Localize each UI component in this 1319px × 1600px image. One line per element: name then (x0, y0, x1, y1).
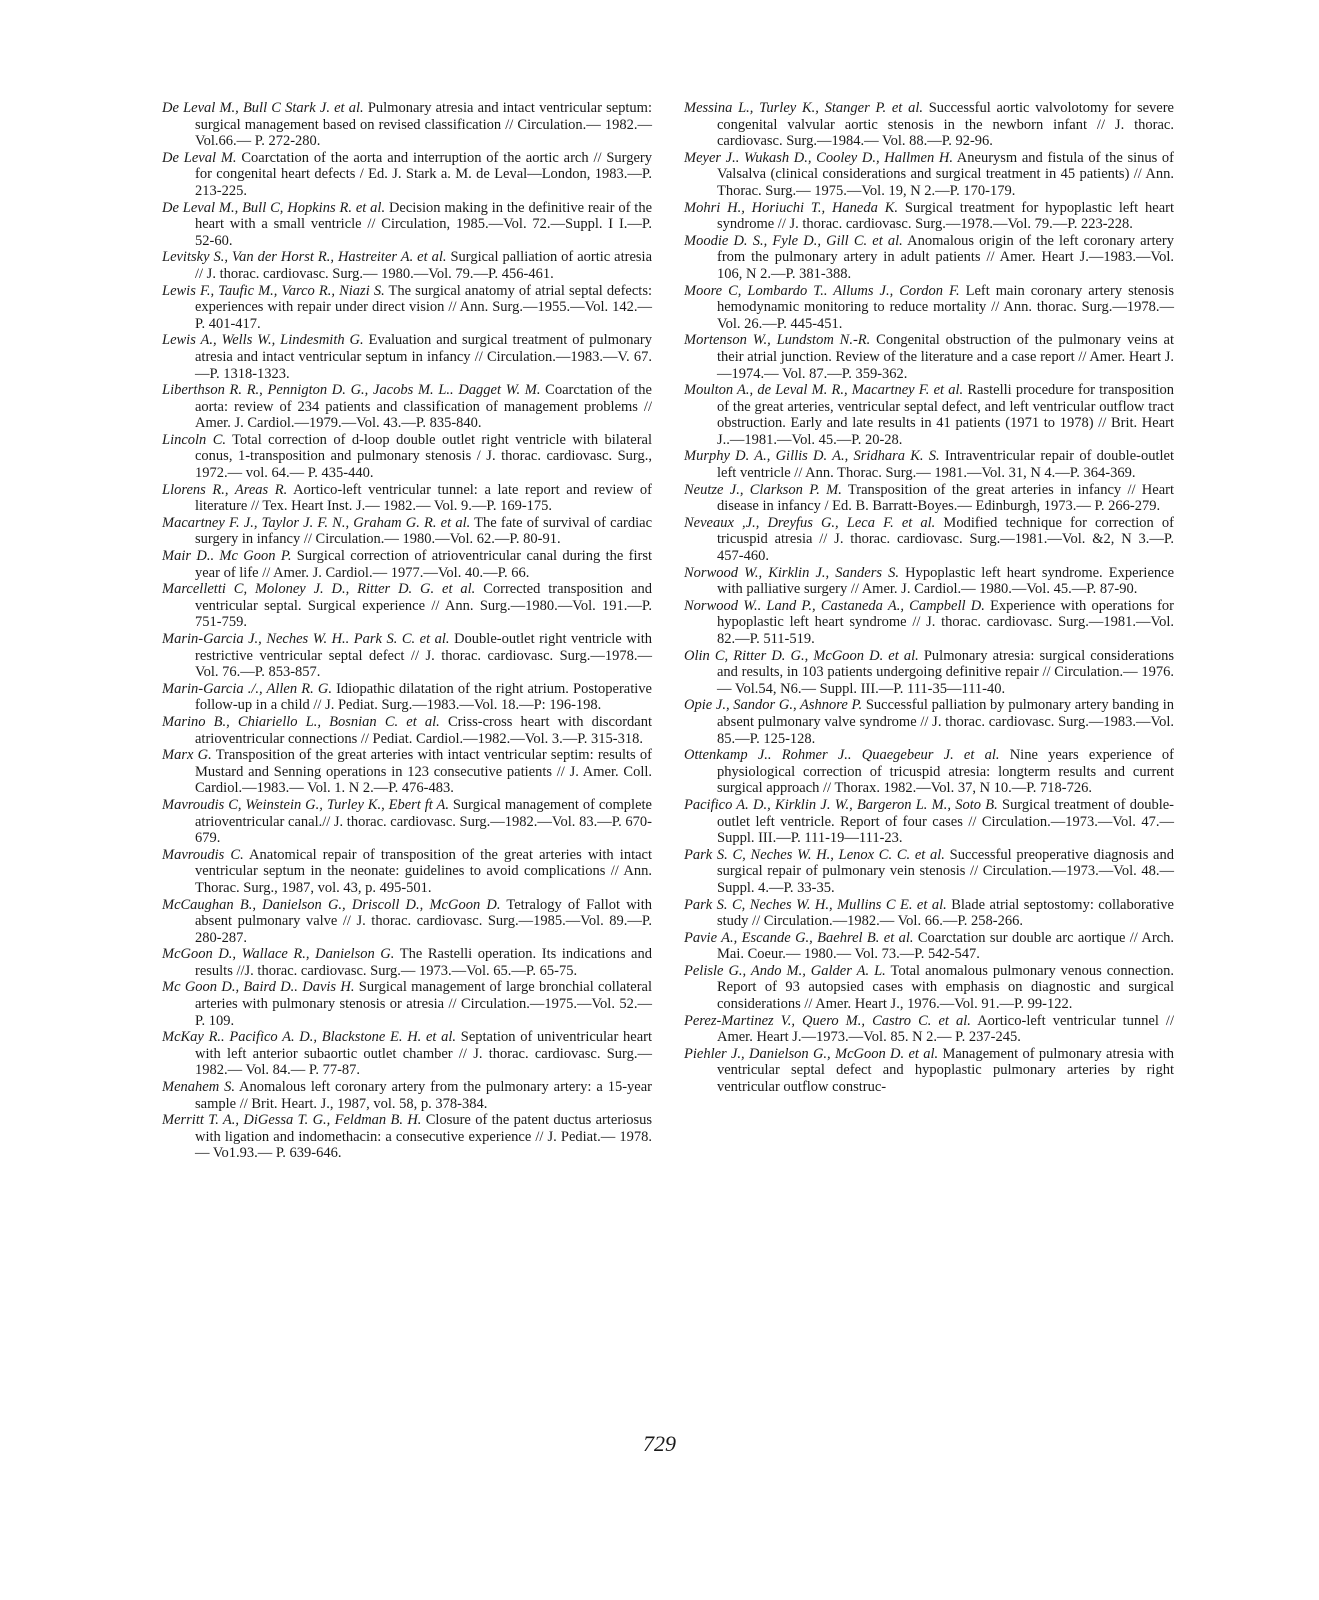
reference-entry (684, 150, 1174, 200)
reference-authors: Mair D.. Mc Goon P. (162, 548, 292, 565)
reference-authors: De Leval M. (162, 149, 237, 166)
reference-text: Surgical palliation of aortic atresia // J. thorac. cardiovasc. Surg.— 1980.—Vol. 79.—P. 456-461. (195, 249, 653, 282)
reference-column-right (684, 100, 1174, 1096)
reference-text: Surgical management of complete atrioventricular canal.// J. thorac. cardiovasc. Surg.—1982.—Vol. 83.—P. 670-679. (195, 796, 652, 847)
reference-entry (162, 515, 652, 548)
reference-authors: Lewis A., Wells W., Lindesmith G. (162, 332, 364, 349)
reference-authors: Meyer J.. Wukash D., Cooley D., Hallmen H. (684, 149, 953, 166)
reference-authors: Messina L., Turley K., Stanger P. et al. (684, 100, 923, 116)
reference-authors: Murphy D. A., Gillis D. A., Sridhara K. S. (684, 448, 940, 465)
reference-entry (684, 847, 1174, 897)
reference-text: Anomalous left coronary artery from the pulmonary artery: a 15-year sample // Brit. Heart. J., 1987, vol. 58, p. 378-384. (195, 1079, 652, 1112)
reference-text: Hypoplastic left heart syndrome. Experience with palliative surgery // Amer. J. Cardiol.— 1980.—Vol. 45.—P. 87-90. (717, 564, 1174, 598)
reference-entry (684, 930, 1174, 963)
reference-authors: McCaughan B., Danielson G., Driscoll D., McGoon D. (162, 896, 501, 913)
reference-text: Pulmonary atresia: surgical considerations and results, in 103 patients undergoing definitive repair // Circulation.— 1976.— Vol.54, N6.— Suppl. III.—P. 111-35—111-40. (717, 647, 1174, 697)
reference-text: The Rastelli operation. Its indications and results //J. thorac. cardiovasc. Surg.— 1973.—Vol. 65.—P. 65-75. (195, 946, 652, 979)
reference-authors: Norwood W.. Land P., Castaneda A., Campbell D. (684, 597, 985, 614)
reference-text: Successful palliation by pulmonary artery banding in absent pulmonary valve syndrome // J. thorac. cardiovasc. Surg.—1983.—Vol. 85.—P. 125-128. (717, 697, 1174, 747)
reference-entry (684, 565, 1174, 598)
reference-authors: Marino B., Chiariello L., Bosnian C. et al. (162, 713, 440, 730)
reference-entry (162, 1029, 652, 1079)
reference-entry (684, 332, 1174, 382)
reference-entry (684, 963, 1174, 1013)
reference-entry (162, 979, 652, 1029)
reference-text: Corrected transposition and ventricular septal. Surgical experience // Ann. Surg.—1980.—Vol. 191.—P. 751-759. (195, 581, 653, 631)
reference-entry (684, 283, 1174, 333)
reference-text: Successful preoperative diagnosis and surgical repair of pulmonary vein stenosis // Circulation.—1973.—Vol. 48.—Suppl. 4.—P. 33-35. (717, 846, 1174, 896)
reference-entry (162, 1112, 652, 1162)
reference-entry (684, 797, 1174, 847)
reference-authors: Neveaux ,J., Dreyfus G., Leca F. et al. (684, 514, 936, 531)
reference-authors: Mohri H., Horiuchi T., Haneda K. (684, 199, 899, 216)
reference-entry (162, 714, 652, 747)
reference-authors: Perez-Martinez V., Quero M., Castro C. et al. (684, 1012, 971, 1029)
reference-text: Management of pulmonary atresia with ventricular septal defect and hypoplastic pulmonary arteries by right ventricular outflow construc- (717, 1045, 1174, 1096)
reference-authors: Mortenson W., Lundstom N.-R. (684, 332, 871, 349)
reference-authors: Moodie D. S., Fyle D., Gill C. et al. (684, 232, 903, 249)
reference-entry (684, 515, 1174, 565)
reference-authors: Pelisle G., Ando M., Galder A. L. (684, 962, 886, 979)
reference-authors: Menahem S. (162, 1079, 235, 1096)
reference-authors: Pavie A., Escande G., Baehrel B. et al. (684, 929, 914, 946)
reference-entry (684, 382, 1174, 448)
reference-authors: De Leval M., Bull C Stark J. et al. (162, 100, 364, 116)
reference-authors: Marx G. (162, 747, 212, 764)
reference-entry (162, 150, 652, 200)
reference-entry (162, 200, 652, 250)
reference-entry (162, 847, 652, 897)
reference-authors: Park S. C, Neches W. H., Mullins C E. et al. (684, 896, 947, 913)
reference-authors: Macartney F. J., Taylor J. F. N., Graham G. R. et al. (162, 514, 471, 531)
reference-text: Anomalous origin of the left coronary artery from the pulmonary artery in adult patients // Amer. Heart J.—1983.—Vol. 106, N 2.—P. 381-388. (717, 232, 1174, 282)
reference-text: Aortico-left ventricular tunnel // Amer. Heart J.—1973.—Vol. 85. N 2.— P. 237-245. (717, 1012, 1174, 1046)
reference-authors: De Leval M., Bull C, Hopkins R. et al. (162, 199, 386, 216)
reference-entry (684, 697, 1174, 747)
reference-authors: Marin-Garcia ./., Allen R. G. (162, 680, 332, 697)
reference-entry (684, 482, 1174, 515)
reference-authors: Ottenkamp J.. Rohmer J.. Quaegebeur J. et al. (684, 747, 1000, 764)
reference-text: Closure of the patent ductus arteriosus with ligation and indomethacin: a consecutive experience // J. Pediat.— 1978.— Vo1.93.— P. 639-646. (195, 1112, 652, 1162)
reference-text: Intraventricular repair of double-outlet left ventricle // Ann. Thorac. Surg.— 1981.—Vol. 31, N 4.—P. 364-369. (717, 448, 1174, 482)
reference-authors: Lincoln C. (162, 431, 227, 448)
reference-text: Surgical treatment of double-outlet left ventricle. Report of four cases // Circulation.—1973.—Vol. 47.—Suppl. III.—P. 111-19—111-23. (717, 796, 1174, 847)
reference-text: Evaluation and surgical treatment of pulmonary atresia and intact ventricular septum in infancy // Circulation.—1983.—V. 67.—P. 1318-1323. (195, 332, 652, 382)
reference-text: Transposition of the great arteries in infancy // Heart disease in infancy / Ed. B. Barratt-Boyes.— Edinburgh, 1973.— P. 266-279. (717, 481, 1174, 515)
reference-authors: Norwood W., Kirklin J., Sanders S. (684, 564, 899, 581)
reference-text: The fate of survival of cardiac surgery in infancy // Circulation.— 1980.—Vol. 62.—P. 80-91. (195, 514, 653, 548)
reference-text: Criss-cross heart with discordant atrioventricular connections // Pediat. Cardiol.—1982.—Vol. 3.—P. 315-318. (195, 713, 652, 747)
reference-authors: Marin-Garcia J., Neches W. H.. Park S. C. et al. (162, 631, 450, 647)
reference-entry (162, 482, 652, 515)
reference-text: Decision making in the definitive reair of the heart with a small ventricle // Circulation, 1985.—Vol. 72.—Suppl. I I.—P. 52-60. (195, 199, 652, 249)
reference-authors: Mc Goon D., Baird D.. Davis H. (162, 979, 355, 996)
reference-entry (162, 681, 652, 714)
reference-text: Successful aortic valvolotomy for severe congenital valvular aortic stenosis in the newborn infant // J. thorac. cardiovasc. Surg.—1984.— Vol. 88.—P. 92-96. (717, 100, 1174, 150)
reference-entry (684, 100, 1174, 150)
reference-authors: Neutze J., Clarkson P. M. (684, 481, 842, 498)
reference-authors: Moulton A., de Leval M. R., Macartney F. et al. (684, 382, 964, 399)
reference-entry (684, 1046, 1174, 1096)
reference-authors: Piehler J., Danielson G., McGoon D. et al. (684, 1045, 939, 1062)
reference-text: Nine years experience of physiological correction of tricuspid atresia: longterm results and current surgical approach // Thorax. 1982.—Vol. 37, N 10.—P. 718-726. (717, 747, 1174, 797)
reference-text: Coarctation of the aorta and interruption of the aortic arch // Surgery for congenital heart defects / Ed. J. Stark a. M. de Leval—London, 1983.—P. 213-225. (195, 149, 652, 199)
reference-entry (162, 548, 652, 581)
reference-text: Rastelli procedure for transposition of the great arteries, ventricular septal defect, and left ventricular outflow tract obstruction. Early and late results in 41 patients (1971 to 1978) // Brit. Heart J..—1981.—Vol. 45.—P. 20-28. (717, 382, 1175, 448)
reference-text: Coarctation sur double arc aortique // Arch. Mai. Coeur.— 1980.— Vol. 73.—P. 542-547. (717, 929, 1174, 963)
reference-entry (162, 382, 652, 432)
reference-text: Total anomalous pulmonary venous connection. Report of 93 autopsied cases with emphasis on diagnostic and surgical considerations // Amer. Heart J., 1976.—Vol. 91.—P. 99-122. (717, 962, 1174, 1013)
reference-authors: McGoon D., Wallace R., Danielson G. (162, 946, 395, 963)
reference-text: Total correction of d-loop double outlet right ventricle with bilateral conus, 1-transposition and pulmonary stenosis / J. thorac. cardiovasc. Surg., 1972.— vol. 64.— P. 435-440. (195, 431, 652, 482)
reference-authors: Marcelletti C, Moloney J. D., Ritter D. G. et al. (162, 581, 476, 598)
reference-entry (684, 747, 1174, 797)
reference-text: Experience with operations for hypoplastic left heart syndrome // J. thorac. cardiovasc. Surg.—1981.—Vol. 82.—P. 511-519. (717, 597, 1174, 647)
reference-entry (684, 233, 1174, 283)
reference-entry (684, 200, 1174, 233)
reference-authors: Llorens R., Areas R. (162, 481, 288, 498)
reference-entry (162, 747, 652, 797)
reference-authors: Olin C, Ritter D. G., McGoon D. et al. (684, 647, 919, 664)
reference-authors: Levitsky S., Van der Horst R., Hastreiter A. et al. (162, 249, 447, 266)
reference-entry (162, 332, 652, 382)
reference-text: Anatomical repair of transposition of the great arteries with intact ventricular septum in the neonate: guidelines to avoid complications // Ann. Thorac. Surg., 1987, vol. 43, p. 495-501. (195, 846, 652, 896)
reference-text: Modified technique for correction of tricuspid atresia // J. thorac. cardiovasc. Surg.—1981.—Vol. &2, N 3.—P. 457-460. (717, 514, 1174, 565)
reference-authors: Liberthson R. R., Pennigton D. G., Jacobs M. L.. Dagget W. M. (162, 382, 541, 399)
reference-authors: McKay R.. Pacifico A. D., Blackstone E. H. et al. (162, 1029, 457, 1046)
reference-entry (162, 897, 652, 947)
reference-text: Septation of univentricular heart with left anterior subaortic outlet chamber // J. thorac. cardiovasc. Surg.— 1982.— Vol. 84.— P. 77-87. (195, 1029, 652, 1079)
reference-authors: Merritt T. A., DiGessa T. G., Feldman B. H. (162, 1112, 422, 1129)
reference-text: Congenital obstruction of the pulmonary veins at their atrial junction. Review of the literature and a case report // Amer. Heart J.—1974.— Vol. 87.—P. 359-362. (717, 332, 1174, 382)
reference-authors: Moore C, Lombardo T.. Allums J., Cordon F. (684, 282, 960, 299)
reference-text: Surgical treatment for hypoplastic left heart syndrome // J. thorac. cardiovasc. Surg.—1978.—Vol. 79.—P. 223-228. (717, 199, 1174, 233)
reference-authors: Lewis F., Taufic M., Varco R., Niazi S. (162, 282, 385, 299)
reference-text: Aortico-left ventricular tunnel: a late report and review of literature // Tex. Heart Inst. J.— 1982.— Vol. 9.—P. 169-175. (195, 481, 652, 515)
reference-entry (162, 249, 652, 282)
reference-authors: Mavroudis C. (162, 846, 244, 863)
reference-entry (162, 1079, 652, 1112)
reference-text: Transposition of the great arteries with intact ventricular septim: results of Mustard and Senning operations in 123 consecutive patients // J. Amer. Coll. Cardiol.—1983.— Vol. 1. N 2.—P. 476-483. (195, 747, 652, 797)
reference-column-left (162, 100, 652, 1162)
reference-text: The surgical anatomy of atrial septal defects: experiences with repair under direct vision // Ann. Surg.—1955.—Vol. 142.—P. 401-417. (195, 282, 652, 332)
reference-entry (162, 283, 652, 333)
reference-entry (684, 1013, 1174, 1046)
reference-text: Surgical management of large bronchial collateral arteries with pulmonary stenosis or atresia // Circulation.—1975.—Vol. 52.—P. 109. (195, 979, 652, 1029)
reference-entry (162, 631, 652, 681)
reference-authors: Pacifico A. D., Kirklin J. W., Bargeron L. M., Soto B. (684, 796, 998, 813)
reference-authors: Park S. C, Neches W. H., Lenox C. C. et al. (684, 846, 945, 863)
reference-text: Coarctation of the aorta: review of 234 patients and classification of management problems // Amer. J. Cardiol.—1979.—Vol. 43.—P. 835-840. (195, 382, 652, 432)
reference-text: Aneurysm and fistula of the sinus of Valsalva (clinical considerations and surgical treatment in 45 patients) // Ann. Thorac. Surg.— 1975.—Vol. 19, N 2.—P. 170-179. (717, 149, 1174, 199)
reference-text: Pulmonary atresia and intact ventricular septum: surgical management based on revised classification // Circulation.— 1982.— Vol.66.— P. 272-280. (195, 100, 652, 150)
reference-text: Double-outlet right ventricle with restrictive ventricular septal defect // J. thorac. cardiovasc. Surg.—1978.—Vol. 76.—P. 853-857. (195, 631, 653, 681)
page-number: 729 (643, 1431, 676, 1456)
reference-authors: Opie J., Sandor G., Ashnore P. (684, 697, 863, 714)
reference-authors: Mavroudis C, Weinstein G., Turley K., Ebert ft A. (162, 796, 449, 813)
reference-text: Tetralogy of Fallot with absent pulmonary valve // J. thorac. cardiovasc. Surg.—1985.—Vol. 89.—P. 280-287. (195, 896, 652, 946)
reference-text: Idiopathic dilatation of the right atrium. Postoperative follow-up in a child // J. Pediat. Surg.—1983.—Vol. 18.—P: 196-198. (195, 680, 652, 714)
reference-entry (684, 448, 1174, 481)
reference-entry (162, 432, 652, 482)
reference-entry (684, 598, 1174, 648)
reference-entry (162, 797, 652, 847)
reference-text: Surgical correction of atrioventricular canal during the first year of life // Amer. J. Cardiol.— 1977.—Vol. 40.—P. 66. (195, 548, 652, 581)
reference-entry (684, 648, 1174, 698)
reference-entry (684, 897, 1174, 930)
reference-text: Blade atrial septostomy: collaborative study // Circulation.—1982.— Vol. 66.—P. 258-266. (717, 896, 1174, 930)
reference-entry (162, 100, 652, 150)
reference-text: Left main coronary artery stenosis hemodynamic monitoring to reduce mortality // Ann. thorac. Surg.—1978.—Vol. 26.—P. 445-451. (717, 282, 1174, 332)
reference-entry (162, 581, 652, 631)
reference-entry (162, 946, 652, 979)
